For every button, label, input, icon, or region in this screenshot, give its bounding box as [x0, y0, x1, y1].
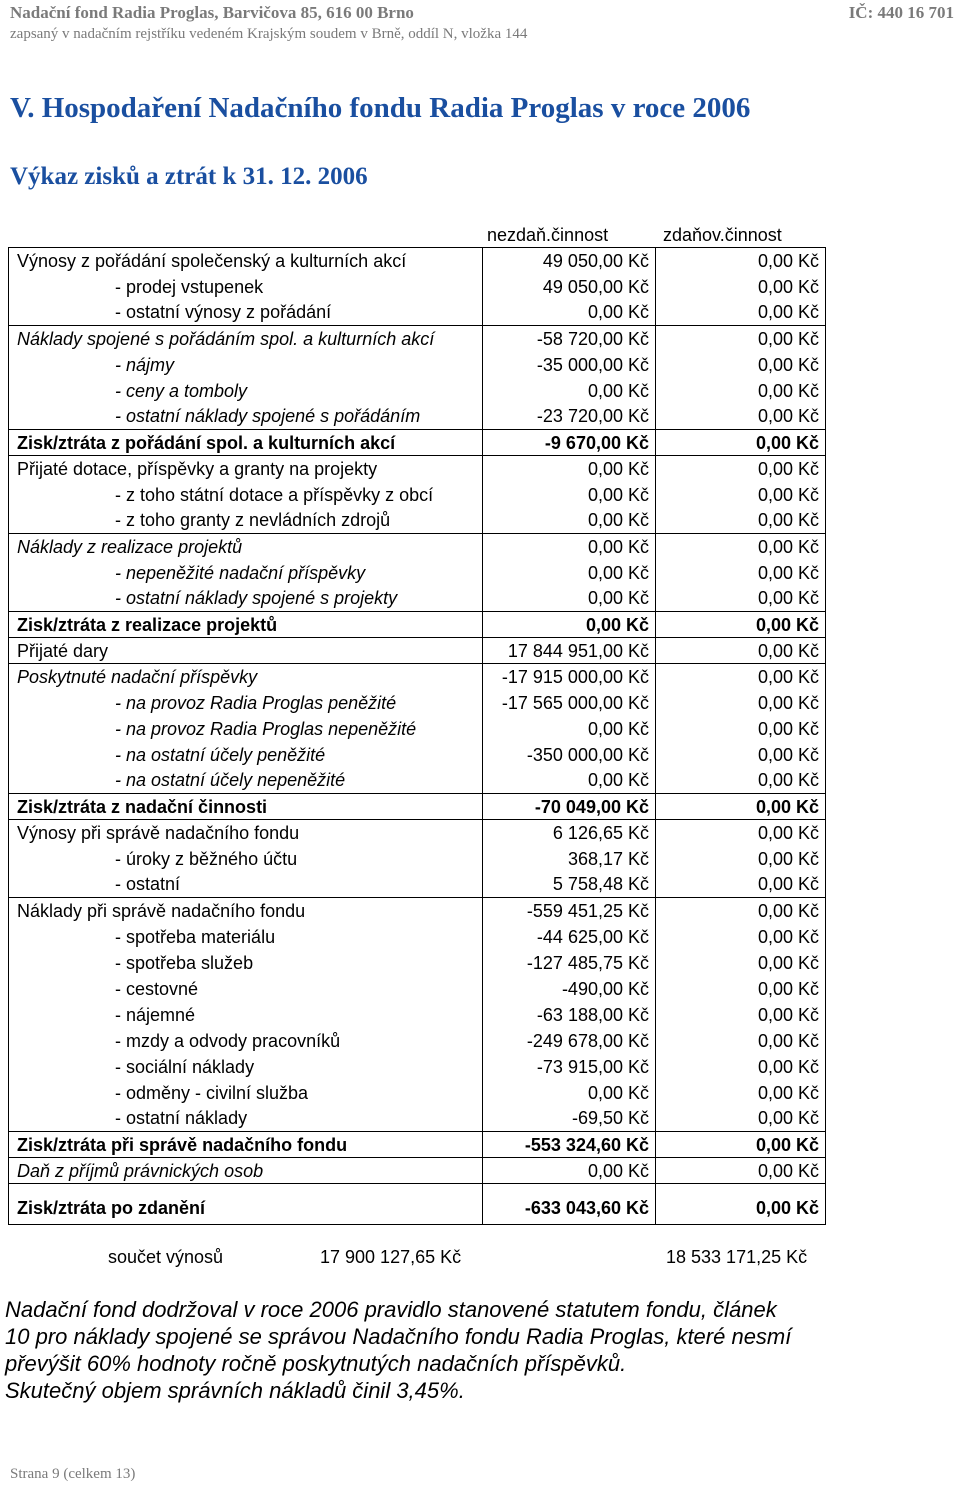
- row-label: - na ostatní účely peněžité: [9, 742, 483, 768]
- compliance-note: [5, 1296, 955, 1404]
- table-row: [9, 820, 826, 846]
- row-label: Daň z příjmů právnických osob: [9, 1158, 483, 1184]
- row-label: Zisk/ztráta po zdanění: [9, 1192, 483, 1225]
- row-value-taxable: 0,00 Kč: [656, 794, 826, 820]
- row-label: Poskytnuté nadační příspěvky: [9, 664, 483, 690]
- row-label: Náklady při správě nadačního fondu: [9, 898, 483, 924]
- row-value-taxable: 0,00 Kč: [656, 1028, 826, 1054]
- row-label: - ostatní náklady spojené s projekty: [9, 586, 483, 612]
- row-value-non-taxable: 49 050,00 Kč: [483, 274, 656, 300]
- table-row: [9, 404, 826, 430]
- table-row: [9, 1158, 826, 1184]
- company-id: IČ: 440 16 701: [848, 3, 954, 22]
- profit-loss-table: [8, 247, 826, 1225]
- row-value-non-taxable: -559 451,25 Kč: [483, 898, 656, 924]
- row-label: Zisk/ztráta při správě nadačního fondu: [9, 1132, 483, 1158]
- row-value-non-taxable: 5 758,48 Kč: [483, 872, 656, 898]
- table-row: [9, 924, 826, 950]
- row-value-taxable: 0,00 Kč: [656, 976, 826, 1002]
- table-row: [9, 508, 826, 534]
- row-label: - ostatní náklady spojené s pořádáním: [9, 404, 483, 430]
- row-label: - prodej vstupenek: [9, 274, 483, 300]
- row-label: - nájmy: [9, 352, 483, 378]
- row-value-non-taxable: -633 043,60 Kč: [483, 1192, 656, 1225]
- table-row: [9, 326, 826, 352]
- subtotal-row: [9, 1132, 826, 1158]
- row-value-taxable: 0,00 Kč: [656, 1132, 826, 1158]
- note-line: Skutečný objem správních nákladů činil 3,45%.: [5, 1378, 465, 1403]
- row-value-taxable: 0,00 Kč: [656, 690, 826, 716]
- row-label: Náklady z realizace projektů: [9, 534, 483, 560]
- revenue-sum-label: součet výnosů: [108, 1247, 224, 1267]
- row-label: - mzdy a odvody pracovníků: [9, 1028, 483, 1054]
- row-label: - nájemné: [9, 1002, 483, 1028]
- table-row: [9, 716, 826, 742]
- row-value-non-taxable: 0,00 Kč: [483, 716, 656, 742]
- row-value-non-taxable: -23 720,00 Kč: [483, 404, 656, 430]
- table-row: [9, 664, 826, 690]
- row-value-non-taxable: 0,00 Kč: [483, 586, 656, 612]
- row-value-taxable: 0,00 Kč: [656, 924, 826, 950]
- total-row: [9, 1192, 826, 1225]
- row-value-non-taxable: 368,17 Kč: [483, 846, 656, 872]
- table-row: [9, 1028, 826, 1054]
- row-value-non-taxable: -490,00 Kč: [483, 976, 656, 1002]
- table-row: [9, 1002, 826, 1028]
- row-value-taxable: 0,00 Kč: [656, 1080, 826, 1106]
- row-value-taxable: 0,00 Kč: [656, 560, 826, 586]
- table-row: [9, 638, 826, 664]
- row-value-non-taxable: 0,00 Kč: [483, 768, 656, 794]
- row-value-non-taxable: -17 565 000,00 Kč: [483, 690, 656, 716]
- row-value-taxable: 0,00 Kč: [656, 482, 826, 508]
- row-value-taxable: 0,00 Kč: [656, 768, 826, 794]
- row-label: Přijaté dary: [9, 638, 483, 664]
- table-row: [9, 872, 826, 898]
- row-label: - z toho granty z nevládních zdrojů: [9, 508, 483, 534]
- row-value-taxable: 0,00 Kč: [656, 846, 826, 872]
- row-value-taxable: 0,00 Kč: [656, 612, 826, 638]
- table-row: [9, 976, 826, 1002]
- row-value-non-taxable: 0,00 Kč: [483, 612, 656, 638]
- row-label: Výnosy při správě nadačního fondu: [9, 820, 483, 846]
- row-label: Zisk/ztráta z realizace projektů: [9, 612, 483, 638]
- table-row: [9, 742, 826, 768]
- table-row: [9, 768, 826, 794]
- row-label: - na provoz Radia Proglas nepeněžité: [9, 716, 483, 742]
- table-row: [9, 352, 826, 378]
- note-line: Nadační fond dodržoval v roce 2006 pravidlo stanovené statutem fondu, článek: [5, 1297, 777, 1322]
- row-value-taxable: 0,00 Kč: [656, 456, 826, 482]
- row-value-taxable: 0,00 Kč: [656, 742, 826, 768]
- table-row: [9, 274, 826, 300]
- row-value-non-taxable: -249 678,00 Kč: [483, 1028, 656, 1054]
- table-row: [9, 560, 826, 586]
- row-value-non-taxable: -73 915,00 Kč: [483, 1054, 656, 1080]
- row-label: - z toho státní dotace a příspěvky z obcí: [9, 482, 483, 508]
- row-value-non-taxable: 0,00 Kč: [483, 534, 656, 560]
- row-value-non-taxable: 0,00 Kč: [483, 482, 656, 508]
- row-value-taxable: 0,00 Kč: [656, 1002, 826, 1028]
- row-value-taxable: 0,00 Kč: [656, 950, 826, 976]
- row-value-taxable: 0,00 Kč: [656, 716, 826, 742]
- row-label: - na provoz Radia Proglas peněžité: [9, 690, 483, 716]
- column-header-taxable: zdaňov.činnost: [663, 225, 782, 245]
- table-row: [9, 690, 826, 716]
- row-label: Zisk/ztráta z pořádání spol. a kulturních akcí: [9, 430, 483, 456]
- table-row: [9, 456, 826, 482]
- row-value-non-taxable: -17 915 000,00 Kč: [483, 664, 656, 690]
- row-value-non-taxable: 0,00 Kč: [483, 508, 656, 534]
- row-value-taxable: 0,00 Kč: [656, 326, 826, 352]
- row-label: - ostatní výnosy z pořádání: [9, 300, 483, 326]
- row-value-taxable: 0,00 Kč: [656, 586, 826, 612]
- table-row: [9, 898, 826, 924]
- row-value-taxable: 0,00 Kč: [656, 352, 826, 378]
- row-label: - ceny a tomboly: [9, 378, 483, 404]
- subtotal-row: [9, 430, 826, 456]
- table-row: [9, 1080, 826, 1106]
- row-value-taxable: 0,00 Kč: [656, 1158, 826, 1184]
- row-value-taxable: 0,00 Kč: [656, 248, 826, 274]
- row-value-taxable: 0,00 Kč: [656, 378, 826, 404]
- row-value-non-taxable: -553 324,60 Kč: [483, 1132, 656, 1158]
- row-value-non-taxable: -63 188,00 Kč: [483, 1002, 656, 1028]
- row-value-non-taxable: 17 844 951,00 Kč: [483, 638, 656, 664]
- table-row: [9, 378, 826, 404]
- row-label: - sociální náklady: [9, 1054, 483, 1080]
- row-label: - spotřeba materiálu: [9, 924, 483, 950]
- row-value-non-taxable: 6 126,65 Kč: [483, 820, 656, 846]
- table-row: [9, 846, 826, 872]
- row-value-non-taxable: -9 670,00 Kč: [483, 430, 656, 456]
- revenue-sum-value-1: 17 900 127,65 Kč: [320, 1247, 462, 1267]
- row-value-taxable: 0,00 Kč: [656, 430, 826, 456]
- row-label: Náklady spojené s pořádáním spol. a kulturních akcí: [9, 326, 483, 352]
- note-line: převýšit 60% hodnoty ročně poskytnutých nadačních příspěvků.: [5, 1351, 627, 1376]
- column-header-non-taxable: nezdaň.činnost: [487, 225, 609, 245]
- row-value-taxable: 0,00 Kč: [656, 1054, 826, 1080]
- subtotal-row: [9, 794, 826, 820]
- row-value-non-taxable: 0,00 Kč: [483, 300, 656, 326]
- row-value-taxable: 0,00 Kč: [656, 274, 826, 300]
- row-label: - ostatní náklady: [9, 1106, 483, 1132]
- row-value-non-taxable: 0,00 Kč: [483, 1080, 656, 1106]
- section-title: V. Hospodaření Nadačního fondu Radia Proglas v roce 2006: [10, 92, 751, 124]
- row-value-taxable: 0,00 Kč: [656, 820, 826, 846]
- row-value-non-taxable: -69,50 Kč: [483, 1106, 656, 1132]
- revenue-sum-value-2: 18 533 171,25 Kč: [666, 1247, 808, 1267]
- table-row: [9, 534, 826, 560]
- row-value-non-taxable: 49 050,00 Kč: [483, 248, 656, 274]
- note-line: 10 pro náklady spojené se správou Nadačního fondu Radia Proglas, které nesmí: [5, 1324, 792, 1349]
- table-row: [9, 248, 826, 274]
- table-row: [9, 586, 826, 612]
- document-header: [10, 2, 527, 44]
- row-value-non-taxable: 0,00 Kč: [483, 1158, 656, 1184]
- row-label: - úroky z běžného účtu: [9, 846, 483, 872]
- row-value-taxable: 0,00 Kč: [656, 300, 826, 326]
- table-row: [9, 482, 826, 508]
- registry-info: zapsaný v nadačním rejstříku vedeném Krajským soudem v Brně, oddíl N, vložka 144: [10, 26, 528, 42]
- row-value-taxable: 0,00 Kč: [656, 664, 826, 690]
- table-row: [9, 1106, 826, 1132]
- row-value-taxable: 0,00 Kč: [656, 898, 826, 924]
- row-value-taxable: 0,00 Kč: [656, 872, 826, 898]
- row-label: - odměny - civilní služba: [9, 1080, 483, 1106]
- row-label: Přijaté dotace, příspěvky a granty na projekty: [9, 456, 483, 482]
- row-value-non-taxable: -127 485,75 Kč: [483, 950, 656, 976]
- row-value-taxable: 0,00 Kč: [656, 534, 826, 560]
- row-label: Výnosy z pořádání společenský a kulturních akcí: [9, 248, 483, 274]
- row-value-taxable: 0,00 Kč: [656, 1192, 826, 1225]
- row-value-non-taxable: -35 000,00 Kč: [483, 352, 656, 378]
- table-spacer: [9, 1184, 826, 1192]
- row-value-non-taxable: 0,00 Kč: [483, 456, 656, 482]
- table-row: [9, 950, 826, 976]
- row-value-non-taxable: -350 000,00 Kč: [483, 742, 656, 768]
- row-value-taxable: 0,00 Kč: [656, 638, 826, 664]
- subtotal-row: [9, 612, 826, 638]
- row-label: - cestovné: [9, 976, 483, 1002]
- table-row: [9, 300, 826, 326]
- report-subtitle: Výkaz zisků a ztrát k 31. 12. 2006: [10, 163, 368, 190]
- row-value-non-taxable: -44 625,00 Kč: [483, 924, 656, 950]
- row-label: Zisk/ztráta z nadační činnosti: [9, 794, 483, 820]
- row-value-non-taxable: 0,00 Kč: [483, 378, 656, 404]
- row-label: - nepeněžité nadační příspěvky: [9, 560, 483, 586]
- row-label: - na ostatní účely nepeněžité: [9, 768, 483, 794]
- organization-address: Nadační fond Radia Proglas, Barvičova 85, 616 00 Brno: [10, 3, 414, 22]
- row-value-taxable: 0,00 Kč: [656, 508, 826, 534]
- table-row: [9, 1054, 826, 1080]
- row-value-non-taxable: -70 049,00 Kč: [483, 794, 656, 820]
- page-number: Strana 9 (celkem 13): [10, 1466, 136, 1482]
- row-value-taxable: 0,00 Kč: [656, 404, 826, 430]
- row-value-taxable: 0,00 Kč: [656, 1106, 826, 1132]
- row-label: - ostatní: [9, 872, 483, 898]
- row-label: - spotřeba služeb: [9, 950, 483, 976]
- row-value-non-taxable: -58 720,00 Kč: [483, 326, 656, 352]
- row-value-non-taxable: 0,00 Kč: [483, 560, 656, 586]
